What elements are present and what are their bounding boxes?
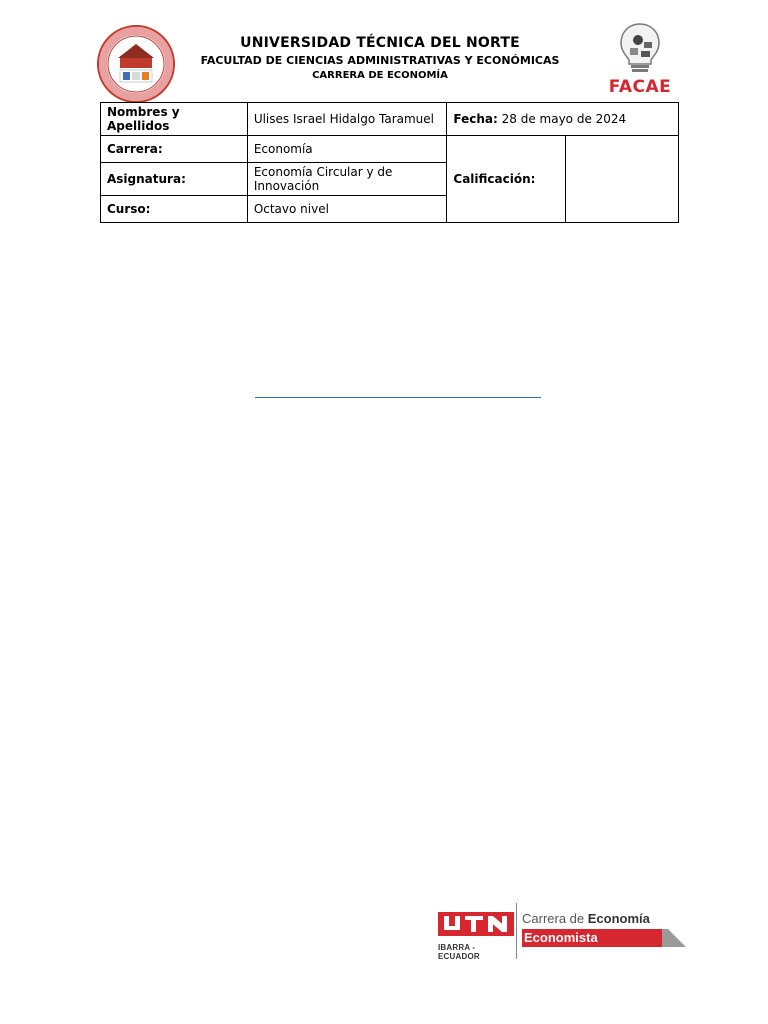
facae-wordmark: FACAE [608, 77, 672, 97]
footer-divider [516, 903, 517, 959]
subject-value: Economía Circular y de Innovación [247, 163, 447, 196]
program-name: CARRERA DE ECONOMÍA [312, 70, 448, 81]
table-row [101, 103, 679, 136]
hyperlink-underline[interactable] [255, 397, 541, 398]
subject-label: Asignatura: [101, 163, 248, 196]
carrera-name: Economía [587, 911, 650, 926]
utn-logo [438, 912, 514, 961]
lightbulb-icon [618, 22, 662, 74]
course-label: Curso: [101, 196, 248, 223]
facae-logo [600, 22, 680, 100]
document-heading [180, 35, 580, 81]
career-value: Economía [247, 136, 447, 163]
grade-value [566, 136, 679, 223]
university-seal-icon [96, 24, 176, 104]
table-row [101, 136, 679, 163]
carrera-heading [522, 911, 650, 926]
economista-banner [522, 929, 686, 947]
grade-label: Calificación: [447, 136, 566, 223]
university-name: UNIVERSIDAD TÉCNICA DEL NORTE [240, 35, 520, 51]
student-info-table [100, 102, 679, 223]
location-text: IBARRA - ECUADOR [438, 943, 480, 961]
date-cell [447, 103, 679, 136]
date-value: 28 de mayo de 2024 [497, 112, 627, 126]
utn-icon [438, 912, 514, 936]
name-label: Nombres y Apellidos [101, 103, 248, 136]
career-label: Carrera: [101, 136, 248, 163]
course-value: Octavo nivel [247, 196, 447, 223]
carrera-prefix: Carrera de [522, 911, 588, 926]
economista-label: Economista [524, 930, 598, 945]
name-value: Ulises Israel Hidalgo Taramuel [247, 103, 447, 136]
faculty-name: FACULTAD DE CIENCIAS ADMINISTRATIVAS Y ECONÓMICAS [200, 54, 560, 67]
date-label: Fecha: [453, 112, 498, 126]
footer-logo [438, 903, 688, 959]
